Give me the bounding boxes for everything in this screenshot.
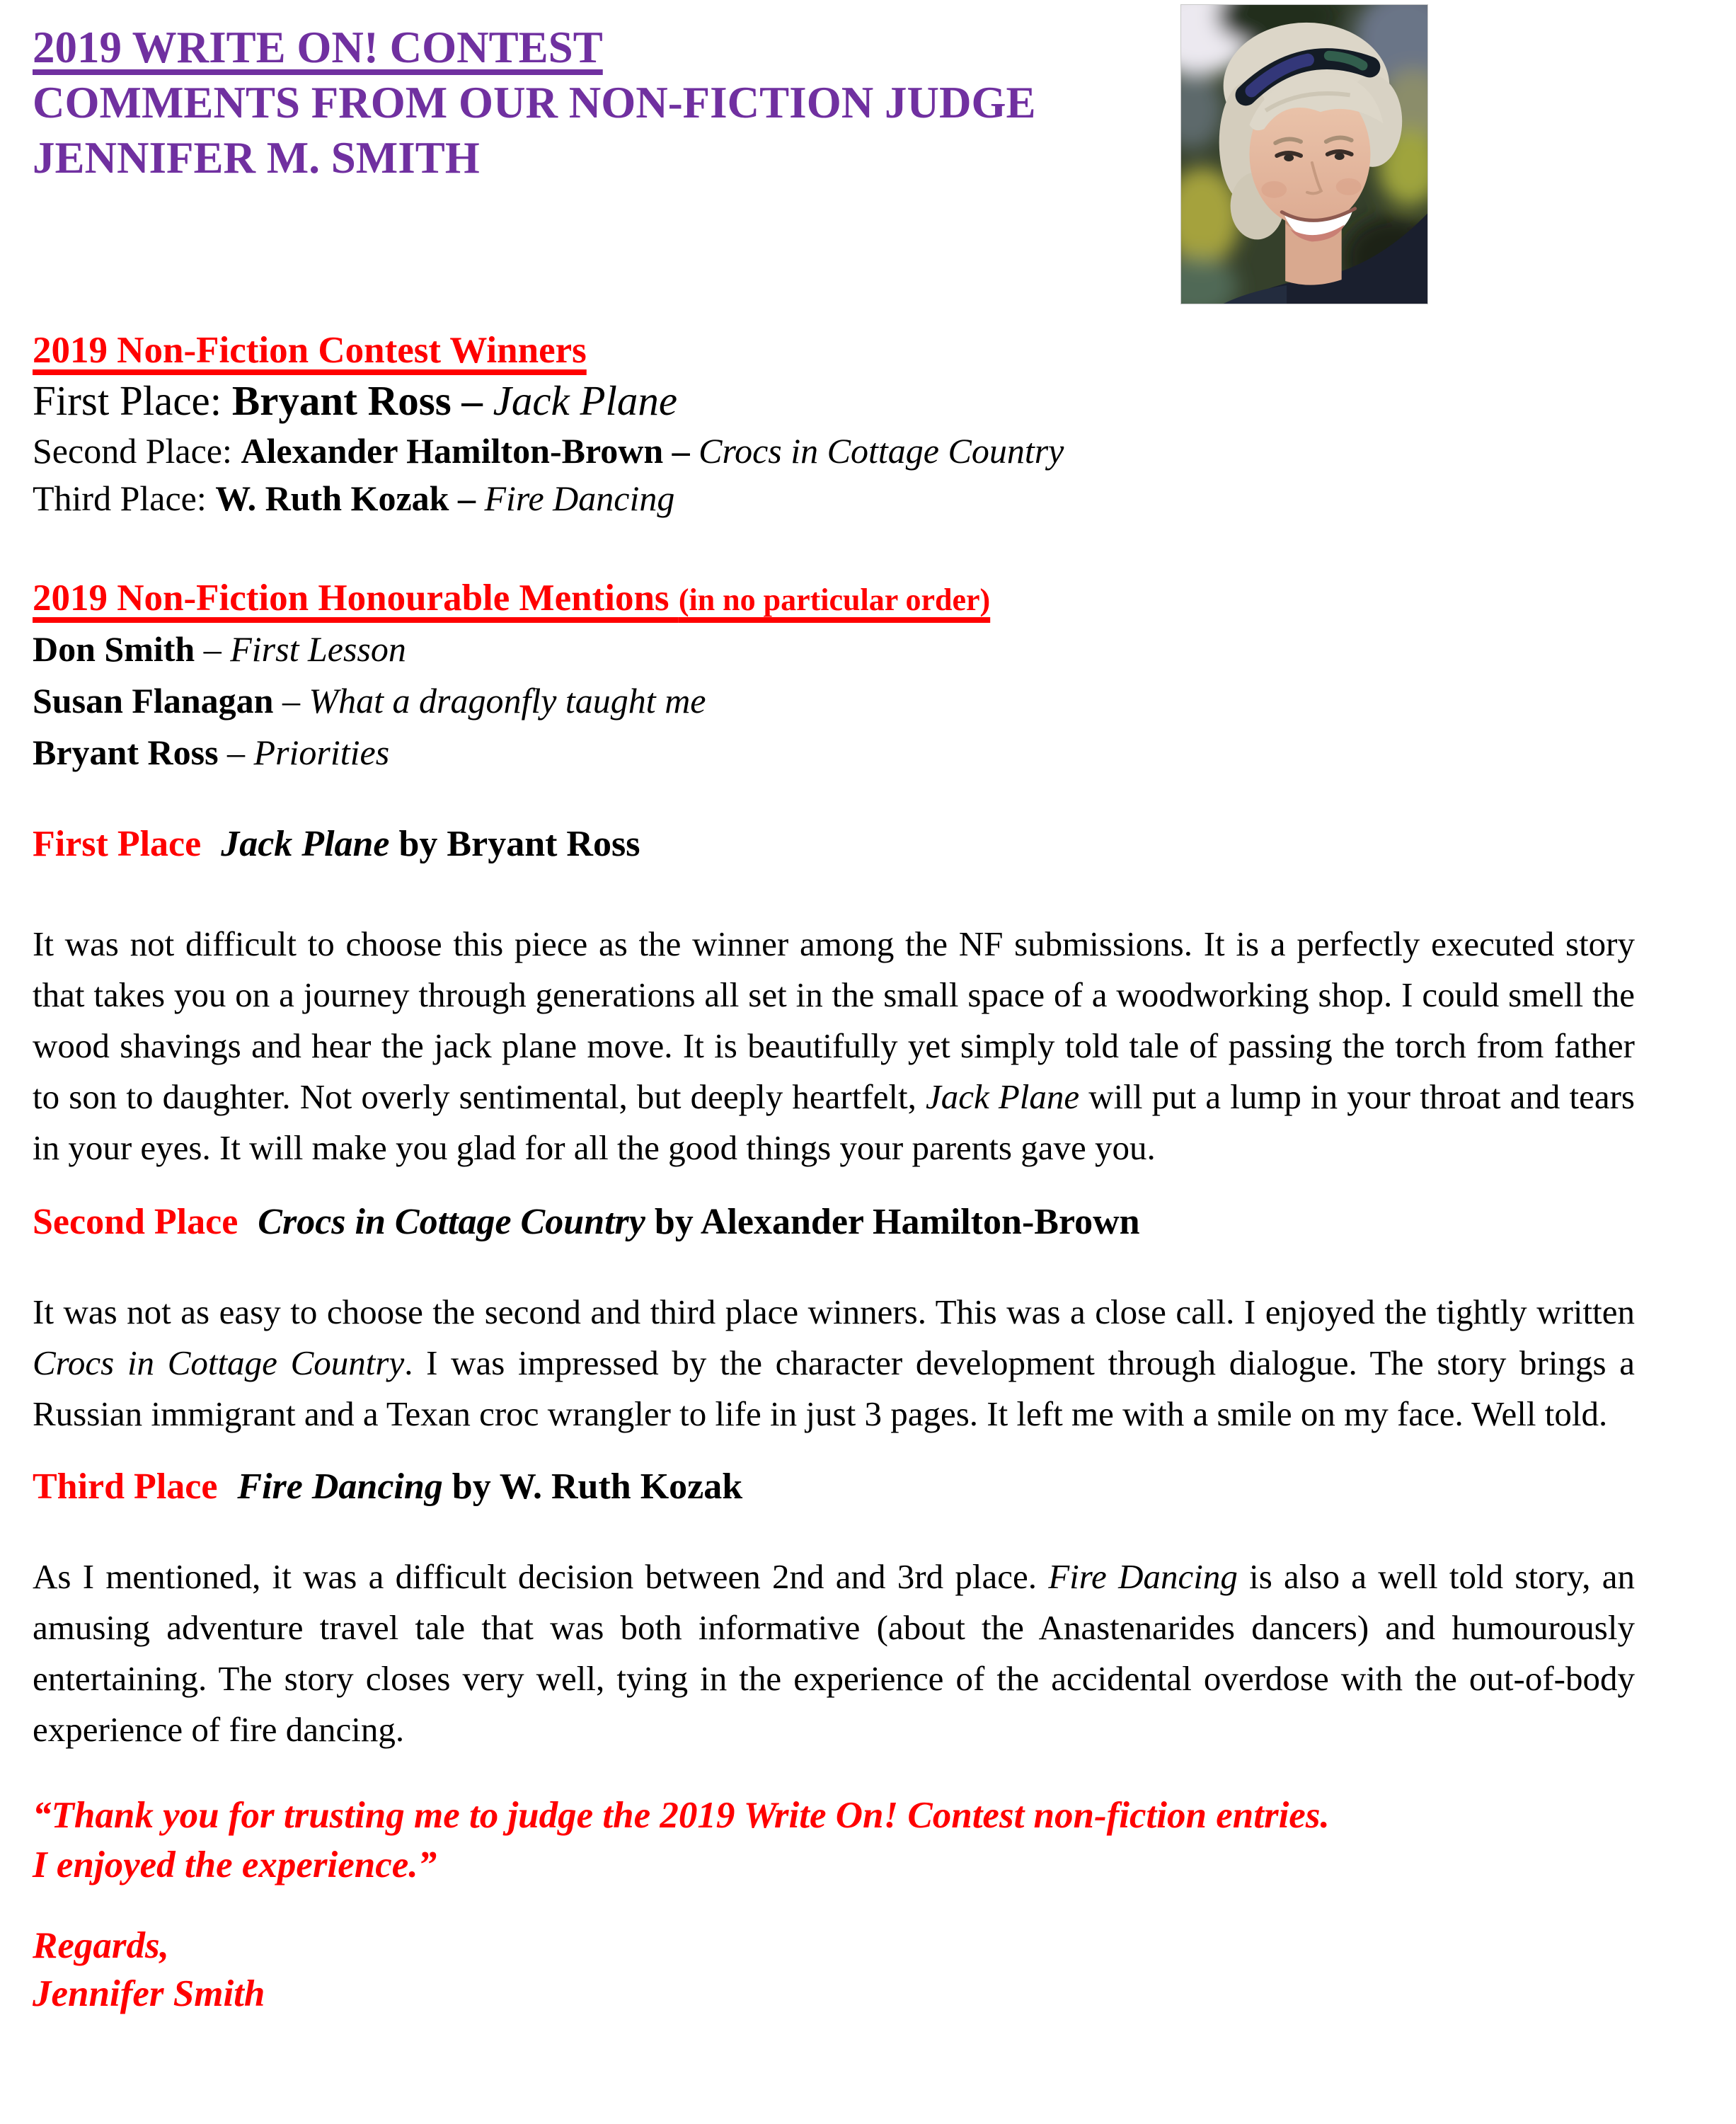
- winner-first-place: [33, 374, 1635, 427]
- first-place-review-heading: [33, 820, 1635, 869]
- signature-name: Jennifer Smith: [33, 1973, 265, 2014]
- second-place-review-story-title: Crocs in Cottage Country: [258, 1202, 645, 1242]
- winner-second-dash: –: [663, 431, 699, 471]
- first-place-review-byline: by Bryant Ross: [389, 824, 640, 864]
- honourable-mentions-heading-main: 2019 Non-Fiction Honourable Mentions: [33, 578, 679, 619]
- hm-1-dash: –: [195, 629, 231, 669]
- second-review-text-post: . I was impressed by the character development through dialogue. The story brings a Russian immigrant and a Texan croc wrangler to life in just 3 pages. It left me with a smile on my face. Well told.: [33, 1343, 1635, 1433]
- closing-quote-line-2: I enjoyed the experience.”: [33, 1844, 437, 1885]
- hm-1-name: Don Smith: [33, 629, 195, 669]
- winner-third-name: W. Ruth Kozak: [215, 478, 449, 518]
- honourable-mentions-heading: [33, 575, 1635, 624]
- third-place-award-label: Third Place: [33, 1466, 218, 1507]
- first-place-review-paragraph: [33, 919, 1635, 1173]
- winner-first-story-title: Jack Plane: [493, 377, 678, 424]
- hm-1-story-title: First Lesson: [230, 629, 406, 669]
- hm-2-story-title: What a dragonfly taught me: [309, 681, 706, 721]
- closing-signature: [33, 1922, 1635, 2018]
- honourable-mention-item: [33, 675, 1635, 727]
- winner-first-label: First Place:: [33, 377, 232, 424]
- title-line-comments: COMMENTS FROM OUR NON-FICTION JUDGE: [33, 78, 1036, 127]
- second-place-review-heading: [33, 1198, 1635, 1247]
- title-line-contest: [33, 20, 1151, 75]
- first-place-review-story-title: Jack Plane: [221, 824, 390, 864]
- third-review-text-post: is also a well told story, an amusing adventure travel tale that was both informative (about the Anastenarides dancers) and humourously entertaining. The story closes very well, tying in the experience of the accidental overdose with the out-of-body experience of fire dancing.: [33, 1557, 1635, 1749]
- third-review-text-pre: As I mentioned, it was a difficult decision between 2nd and 3rd place.: [33, 1557, 1049, 1596]
- document-title: [33, 20, 1151, 185]
- winner-second-place: [33, 427, 1635, 475]
- winner-third-place: [33, 475, 1635, 522]
- second-place-review-byline: by Alexander Hamilton-Brown: [645, 1202, 1140, 1242]
- winner-third-dash: –: [449, 478, 485, 518]
- hm-3-name: Bryant Ross: [33, 733, 219, 772]
- third-place-review-byline: by W. Ruth Kozak: [442, 1466, 743, 1507]
- signature-regards: Regards,: [33, 1925, 169, 1966]
- winner-second-name: Alexander Hamilton-Brown: [241, 431, 664, 471]
- hm-2-name: Susan Flanagan: [33, 681, 274, 721]
- honourable-mention-item: [33, 624, 1635, 675]
- hm-3-dash: –: [218, 733, 254, 772]
- winner-second-label: Second Place:: [33, 431, 241, 471]
- hm-3-story-title: Priorities: [253, 733, 390, 772]
- hm-2-dash: –: [273, 681, 309, 721]
- first-review-text-post: will put a lump in your throat and tears in your eyes. It will make you glad for all the good things your parents gave you.: [33, 1077, 1635, 1167]
- first-place-award-label: First Place: [33, 824, 202, 864]
- winner-first-name: Bryant Ross: [231, 377, 452, 424]
- title-line-contest-text: 2019 WRITE ON! CONTEST: [33, 23, 603, 72]
- second-place-review-paragraph: [33, 1287, 1635, 1440]
- winners-heading: [33, 327, 1635, 374]
- winner-third-label: Third Place:: [33, 478, 216, 518]
- title-line-judge-name: JENNIFER M. SMITH: [33, 133, 480, 183]
- third-place-review-story-title: Fire Dancing: [237, 1466, 443, 1507]
- third-review-text-italic: Fire Dancing: [1048, 1557, 1238, 1596]
- first-review-text-pre: It was not difficult to choose this piece as the winner among the NF submissions. It is a perfectly executed story that takes you on a journey through generations all set in the small space of a woodworking shop. I could smell the wood shavings and hear the jack plane move. It is beautifully yet simply told tale of passing the torch from father to son to daughter. Not overly sentimental, but deeply heartfelt,: [33, 924, 1635, 1116]
- honourable-mentions-note: (in no particular order): [678, 582, 991, 617]
- judge-photo-illustration: [1181, 5, 1427, 304]
- winners-heading-text: 2019 Non-Fiction Contest Winners: [33, 330, 587, 371]
- closing-quote-line-1: “Thank you for trusting me to judge the 2019 Write On! Contest non-fiction entries.: [33, 1795, 1330, 1836]
- honourable-mention-item: [33, 727, 1635, 779]
- third-place-review-heading: [33, 1462, 1635, 1512]
- honourable-mentions-heading-text: [33, 578, 990, 619]
- second-review-text-pre: It was not as easy to choose the second and third place winners. This was a close call. I enjoyed the tightly written: [33, 1292, 1635, 1331]
- first-review-text-italic: Jack Plane: [925, 1077, 1080, 1116]
- second-review-text-italic: Crocs in Cottage Country: [33, 1343, 405, 1382]
- third-place-review-paragraph: [33, 1551, 1635, 1755]
- winner-second-story-title: Crocs in Cottage Country: [699, 431, 1064, 471]
- winner-first-dash: –: [451, 377, 493, 424]
- second-place-award-label: Second Place: [33, 1202, 238, 1242]
- winner-third-story-title: Fire Dancing: [484, 478, 675, 518]
- closing-quote: [33, 1791, 1635, 1890]
- judge-photo: [1180, 4, 1428, 304]
